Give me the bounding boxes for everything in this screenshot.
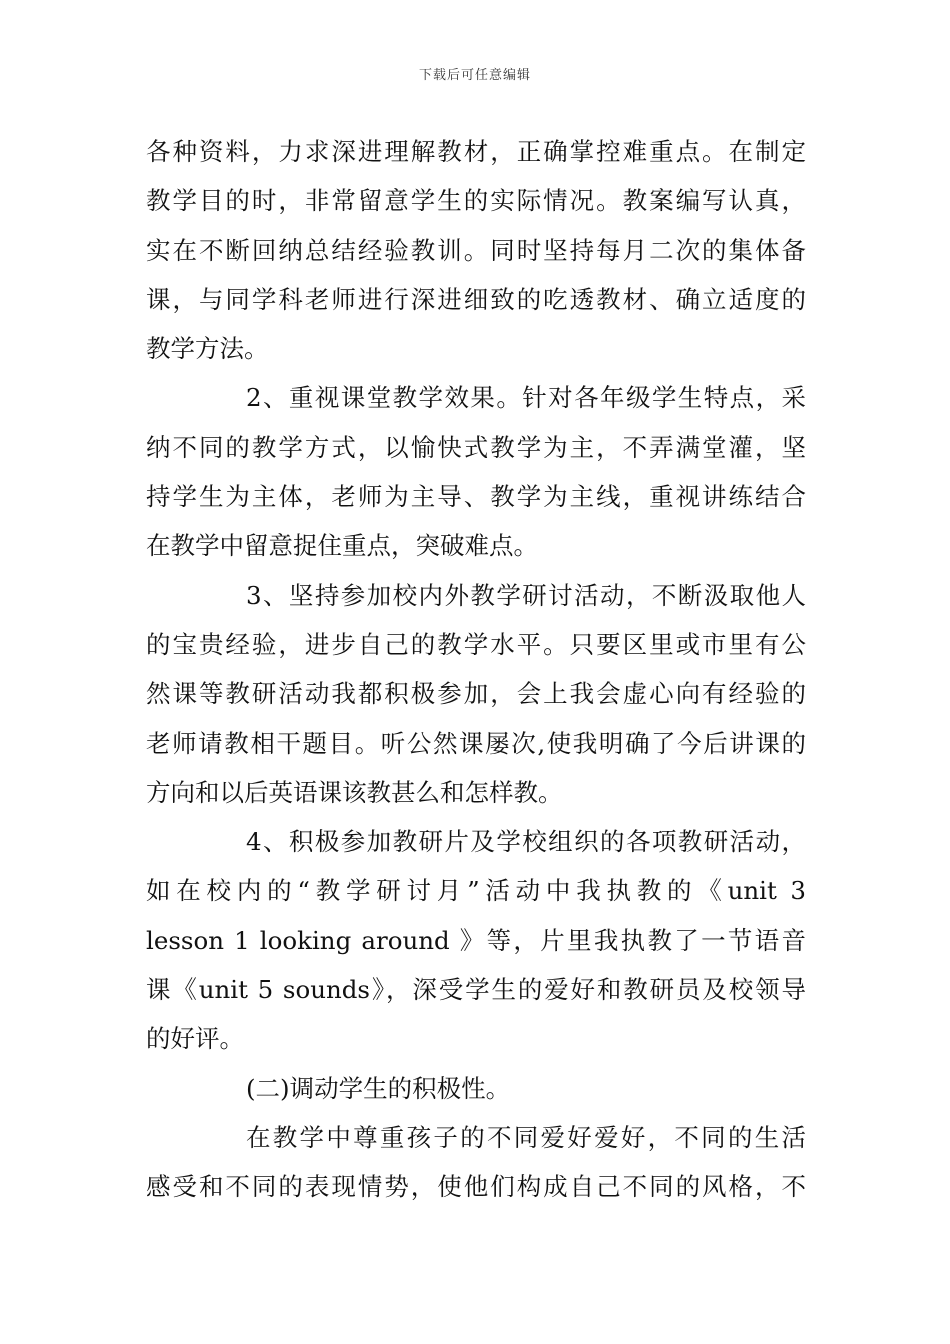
document-body bbox=[146, 127, 806, 1212]
text-line-10: 3、坚持参加校内外教学研讨活动，不断汲取他人 bbox=[246, 580, 806, 610]
text-line-7: 纳不同的教学方式，以愉快式教学为主，不弄满堂灌，坚 bbox=[146, 432, 806, 462]
text-line-5: 教学方法。 bbox=[146, 334, 269, 364]
text-line-12: 然课等教研活动我都积极参加，会上我会虚心向有经验的 bbox=[146, 679, 806, 709]
text-line-13: 老师请教相干题目。听公然课屡次,使我明确了今后讲课的 bbox=[146, 728, 806, 758]
text-line-16: 如在校内的“教学研讨月”活动中我执教的《unit 3 bbox=[146, 876, 806, 906]
text-line-8: 持学生为主体，老师为主导、教学为主线，重视讲练结合 bbox=[146, 482, 806, 512]
text-line-2: 教学目的时，非常留意学生的实际情况。教案编写认真， bbox=[146, 186, 806, 216]
text-line-18: 课《unit 5 sounds》，深受学生的爱好和教研员及校领导 bbox=[146, 975, 806, 1005]
text-line-9: 在教学中留意捉住重点，突破难点。 bbox=[146, 531, 538, 561]
text-line-15: 4、积极参加教研片及学校组织的各项教研活动， bbox=[246, 827, 806, 857]
text-line-19: 的好评。 bbox=[146, 1024, 244, 1054]
text-line-17: lesson 1 looking around 》等，片里我执教了一节语音 bbox=[146, 925, 806, 955]
page-header: 下载后可任意编辑 bbox=[418, 68, 531, 83]
text-line-20: (二)调动学生的积极性。 bbox=[246, 1073, 511, 1103]
text-line-4: 课，与同学科老师进行深进细致的吃透教材、确立适度的 bbox=[146, 284, 806, 314]
text-line-11: 的宝贵经验，进步自己的教学水平。只要区里或市里有公 bbox=[146, 629, 806, 659]
text-line-1: 各种资料，力求深进理解教材，正确掌控难重点。在制定 bbox=[146, 137, 806, 166]
text-line-22: 感受和不同的表现情势，使他们构成自己不同的风格，不 bbox=[146, 1172, 806, 1202]
text-line-21: 在教学中尊重孩子的不同爱好爱好，不同的生活 bbox=[246, 1122, 806, 1152]
text-line-6: 2、重视课堂教学效果。针对各年级学生特点，采 bbox=[246, 383, 806, 413]
text-line-3: 实在不断回纳总结经验教训。同时坚持每月二次的集体备 bbox=[146, 235, 806, 265]
text-line-14: 方向和以后英语课该教甚么和怎样教。 bbox=[146, 777, 563, 807]
